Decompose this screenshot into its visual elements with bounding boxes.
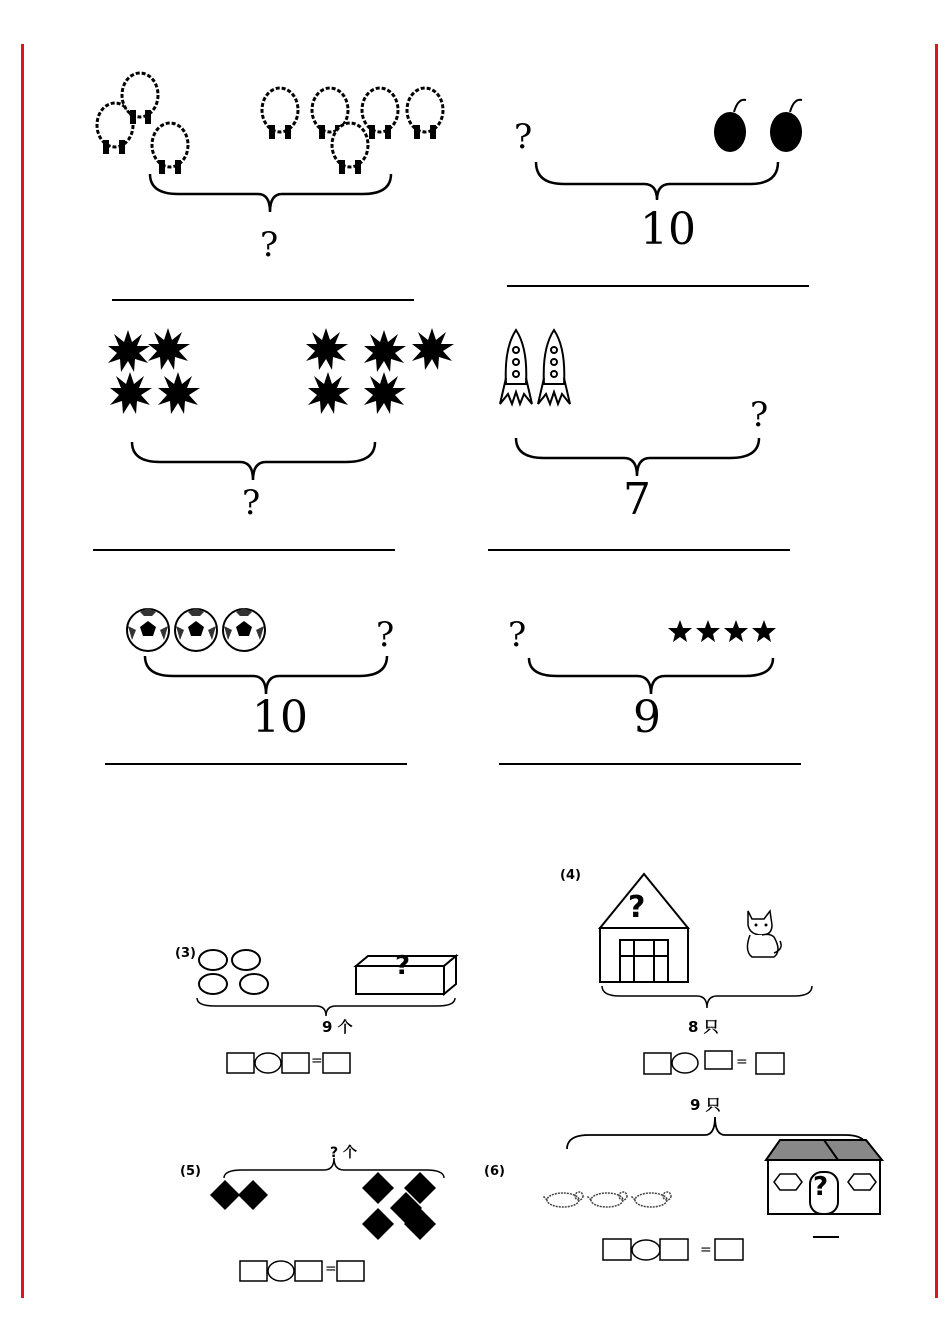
burst-star-icon (412, 328, 454, 370)
oval-group (196, 947, 272, 997)
brace-p3 (130, 440, 377, 485)
bomb-group (708, 96, 808, 156)
equation-e3[interactable] (226, 1052, 356, 1074)
p1-total: ? (260, 225, 279, 265)
soccer-ball-icon (127, 608, 169, 651)
sheep-icon (362, 88, 398, 139)
e6-equals: = (700, 1242, 712, 1258)
burst-star-icon (364, 330, 406, 372)
sheep-icon (152, 123, 188, 174)
soccer-ball-group (126, 606, 271, 656)
left-border (21, 44, 24, 1298)
diamond-icon (238, 1180, 268, 1210)
p5-total: 10 (252, 692, 308, 743)
burst-group-left (108, 328, 208, 418)
answer-line-p6[interactable] (499, 763, 801, 765)
star-group (668, 620, 780, 644)
e4-label: (4) (560, 868, 581, 883)
equation-e4[interactable] (643, 1050, 788, 1076)
burst-star-icon (108, 330, 150, 372)
burst-star-icon (308, 372, 350, 414)
cat-icon (740, 907, 784, 961)
box-question: ? (395, 951, 411, 981)
e6-label: (6) (484, 1164, 505, 1179)
soccer-ball-icon (175, 608, 217, 651)
answer-line-p2[interactable] (507, 285, 809, 287)
burst-star-icon (110, 372, 152, 414)
brace-e4 (600, 984, 814, 1012)
burst-group-right (306, 328, 461, 418)
rocket-icon (538, 330, 570, 404)
p3-total: ? (242, 483, 261, 523)
p5-question: ? (376, 615, 395, 655)
burst-star-icon (158, 372, 200, 414)
e6-total: 9 只 (690, 1096, 721, 1114)
p6-total: 9 (633, 692, 661, 743)
equation-e5[interactable] (239, 1260, 369, 1282)
house-3d-question: ? (813, 1172, 829, 1202)
rocket-icon (500, 330, 532, 404)
star-icon (696, 620, 720, 642)
bird-icon (631, 1192, 671, 1207)
answer-line-p5[interactable] (105, 763, 407, 765)
e5-label: (5) (180, 1164, 201, 1179)
p6-question: ? (508, 615, 527, 655)
star-icon (724, 620, 748, 642)
diamond-icon (362, 1208, 394, 1240)
diamond-group-left (210, 1180, 270, 1212)
e6-dash (813, 1236, 839, 1238)
bird-icon (587, 1192, 627, 1207)
bomb-icon (714, 100, 746, 152)
answer-line-p3[interactable] (93, 549, 395, 551)
oval-icon (232, 950, 260, 970)
diamond-group-right (362, 1172, 440, 1242)
rocket-group (500, 328, 575, 410)
sheep-icon (332, 123, 368, 174)
brace-p2 (534, 160, 780, 205)
sheep-group-right (255, 85, 455, 185)
e4-equals: = (736, 1054, 748, 1070)
bird-icon (543, 1192, 583, 1207)
bomb-icon (770, 100, 802, 152)
e3-equals: = (311, 1053, 323, 1069)
diamond-icon (210, 1180, 240, 1210)
burst-star-icon (306, 328, 348, 370)
oval-icon (240, 974, 268, 994)
e5-total: ? 个 (330, 1145, 357, 1161)
e3-label: (3) (175, 946, 196, 961)
oval-icon (199, 950, 227, 970)
star-icon (668, 620, 692, 642)
answer-line-p4[interactable] (488, 549, 790, 551)
p2-total: 10 (640, 204, 696, 255)
equation-e6[interactable] (602, 1238, 747, 1262)
burst-star-icon (148, 328, 190, 370)
answer-line-p1[interactable] (112, 299, 414, 301)
house-question: ? (628, 890, 646, 925)
e3-total: 9 个 (322, 1018, 353, 1036)
e4-total: 8 只 (688, 1018, 719, 1036)
p4-total: 7 (623, 474, 651, 525)
star-icon (752, 620, 776, 642)
sheep-icon (407, 88, 443, 139)
bird-group (543, 1188, 678, 1212)
oval-icon (199, 974, 227, 994)
p4-question: ? (750, 395, 769, 435)
p2-question: ? (514, 117, 533, 157)
sheep-group-left (85, 70, 205, 185)
e5-equals: = (325, 1261, 337, 1277)
diamond-icon (362, 1172, 394, 1204)
right-border (935, 44, 938, 1298)
soccer-ball-icon (223, 608, 265, 651)
burst-star-icon (364, 372, 406, 414)
brace-p1 (148, 172, 393, 217)
sheep-icon (262, 88, 298, 139)
